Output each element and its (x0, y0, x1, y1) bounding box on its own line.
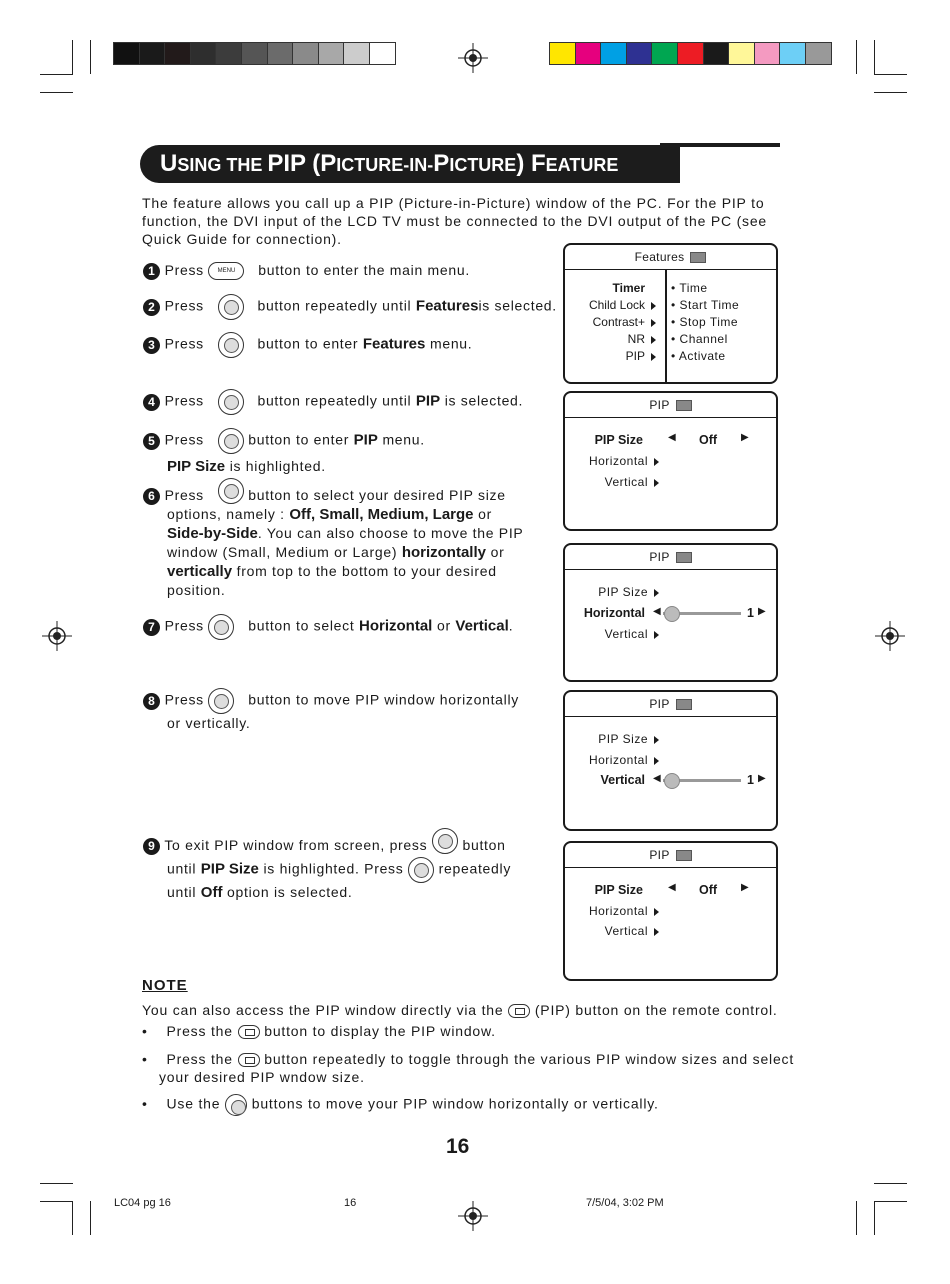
note-bullet (142, 1022, 496, 1040)
arrow-right-icon (654, 631, 659, 639)
navigation-button-icon (432, 828, 458, 854)
step-number: 8 (143, 693, 160, 710)
page-number: 16 (446, 1135, 470, 1158)
menu-item-nr: NR (589, 331, 656, 348)
step-text: button to enter the main menu. (258, 262, 470, 278)
color-swatch (292, 42, 319, 65)
bullet-icon: • (142, 1023, 162, 1039)
panel-header (565, 545, 776, 570)
registration-mark-icon (42, 621, 72, 651)
vertical-value: 1 (747, 773, 754, 787)
step-text: options, namely : (167, 505, 285, 522)
menu-item-timer: Timer (612, 281, 645, 295)
features-menu-panel (563, 243, 778, 384)
step-keyword: horizontally (401, 543, 486, 561)
menu-item-horizontal: Horizontal (589, 454, 659, 468)
step-keyword: Vertical (455, 617, 509, 635)
menu-item-pip-size: PIP Size (598, 732, 659, 746)
tv-icon (690, 252, 706, 263)
step-keyword: Off (200, 883, 223, 901)
note-text: You can also access the PIP window directly via the (142, 1002, 504, 1018)
arrow-left-icon: ◀ (668, 432, 676, 443)
menu-item-contrast: Contrast+ (589, 314, 656, 331)
arrow-right-icon: ▶ (758, 606, 766, 617)
color-swatch (805, 42, 832, 65)
step-text: To exit PIP window from screen, press (164, 837, 428, 853)
arrow-right-icon (651, 336, 656, 344)
color-swatch (190, 42, 217, 65)
step-keyword: PIP Size (167, 458, 226, 475)
registration-mark-icon (875, 621, 905, 651)
intro-line: function, the DVI input of the LCD TV must be connected to the DVI output of the PC (see (142, 213, 768, 229)
arrow-right-icon (654, 736, 659, 744)
navigation-button-icon (218, 428, 244, 454)
step-text: until (167, 883, 197, 900)
note-text: button repeatedly to toggle through the various PIP window sizes and select (264, 1051, 795, 1067)
step-text: or (436, 617, 451, 634)
step-keyword: PIP (353, 431, 378, 449)
horizontal-value: 1 (747, 606, 754, 620)
arrow-right-icon (654, 928, 659, 936)
crop-mark (874, 92, 907, 93)
navigation-button-icon (218, 294, 244, 320)
step-text: Press (164, 691, 204, 708)
note-heading: NOTE (142, 977, 188, 994)
step-number: 1 (143, 263, 160, 280)
crop-mark (72, 1201, 73, 1235)
step-text: button to enter (257, 335, 359, 352)
menu-item-horizontal: Horizontal (589, 753, 659, 767)
step-keyword: Features (362, 335, 426, 353)
color-swatch (164, 42, 191, 65)
color-swatch (575, 42, 602, 65)
features-right-column (671, 280, 739, 365)
bullet-icon: • (142, 1095, 162, 1112)
step-number: 4 (143, 394, 160, 411)
step-text: button repeatedly until (257, 392, 412, 409)
step-text: button repeatedly until (257, 297, 412, 314)
crop-mark (874, 1183, 907, 1184)
intro-paragraph (142, 194, 782, 248)
menu-item-horizontal: Horizontal (583, 606, 645, 620)
color-swatch (113, 42, 140, 65)
step-text: or (478, 505, 492, 522)
bullet-icon: • (142, 1051, 162, 1067)
submenu-item: • Stop Time (671, 315, 739, 329)
crop-mark (72, 40, 73, 74)
step-text: window (Small, Medium or Large) (167, 543, 398, 560)
note-line (142, 1001, 778, 1019)
step-text: button to move PIP window horizontally (248, 691, 519, 708)
arrow-right-icon (654, 589, 659, 597)
step-text: . You can also choose to move the PIP (257, 524, 524, 541)
navigation-button-icon (208, 614, 234, 640)
step-text: option is selected. (227, 883, 353, 900)
color-swatch (343, 42, 370, 65)
step-text: position. (167, 581, 226, 598)
panel-title: PIP (649, 848, 670, 862)
step-text: Press (164, 431, 204, 448)
color-swatch (369, 42, 396, 65)
step-text: Press (164, 297, 204, 314)
panel-header (565, 843, 776, 868)
arrow-right-icon: ▶ (758, 773, 766, 784)
step-keyword: Features (415, 297, 479, 315)
step-text: from top to the bottom to your desired (236, 562, 497, 579)
arrow-right-icon (651, 353, 656, 361)
arrow-right-icon (654, 479, 659, 487)
step-text: Press (164, 392, 204, 409)
panel-header (565, 245, 776, 270)
color-swatch (626, 42, 653, 65)
color-swatch (139, 42, 166, 65)
arrow-left-icon: ◀ (653, 606, 661, 617)
note-text: (PIP) button on the remote control. (534, 1002, 778, 1018)
step-9 (143, 836, 511, 902)
step-text: Press (164, 262, 204, 278)
panel-title: PIP (649, 398, 670, 412)
step-text: button to select (248, 617, 355, 634)
arrow-right-icon: ▶ (741, 882, 749, 893)
crop-mark (856, 1201, 857, 1235)
panel-title: PIP (649, 697, 670, 711)
step-text: Press (164, 617, 204, 634)
pip-button-icon (508, 1004, 530, 1018)
crop-mark (90, 1201, 91, 1235)
crop-mark (40, 92, 73, 93)
registration-mark-icon (458, 1201, 488, 1231)
panel-title: Features (634, 250, 685, 264)
step-text: is highlighted. Press (263, 860, 404, 877)
pip-size-value: Off (699, 883, 718, 897)
crop-mark (40, 1201, 73, 1202)
step-1 (143, 261, 470, 280)
pip-menu-panel-size (563, 391, 778, 531)
step-number: 9 (143, 838, 160, 855)
submenu-item: • Activate (671, 349, 726, 363)
crop-mark (90, 40, 91, 74)
pip-menu-panel-exit (563, 841, 778, 981)
menu-item-pip-size: PIP Size (594, 433, 643, 447)
arrow-right-icon (651, 302, 656, 310)
arrow-right-icon: ▶ (741, 432, 749, 443)
note-bullet (142, 1094, 659, 1116)
color-swatch (703, 42, 730, 65)
page-title: USING THE PIP (PICTURE-IN-PICTURE) FEATURE (160, 150, 619, 177)
step-keyword: Off, Small, Medium, Large (289, 505, 474, 523)
note-text: Use the (166, 1095, 221, 1112)
navigation-button-icon (218, 389, 244, 415)
crop-mark (874, 74, 907, 75)
step-number: 7 (143, 619, 160, 636)
tv-icon (676, 552, 692, 563)
note-text: buttons to move your PIP window horizontally or vertically. (251, 1095, 659, 1112)
step-text: repeatedly (438, 860, 512, 877)
navigation-button-icon (408, 857, 434, 883)
tv-icon (676, 850, 692, 861)
step-text: is selected. (478, 297, 557, 314)
crop-mark (856, 40, 857, 74)
note-text: button to display the PIP window. (264, 1023, 496, 1039)
step-text: or (490, 543, 505, 560)
step-number: 3 (143, 337, 160, 354)
crop-mark (40, 1183, 73, 1184)
step-6 (143, 486, 523, 599)
step-number: 2 (143, 299, 160, 316)
color-swatch (677, 42, 704, 65)
menu-item-pip-size: PIP Size (598, 585, 659, 599)
panel-header (565, 393, 776, 418)
arrow-right-icon (654, 757, 659, 765)
note-text: Press the (166, 1051, 233, 1067)
step-text: is selected. (444, 392, 524, 409)
color-swatch (215, 42, 242, 65)
pip-button-icon (238, 1053, 260, 1067)
panel-header (565, 692, 776, 717)
pip-menu-panel-vertical (563, 690, 778, 831)
pip-size-value: Off (699, 433, 718, 447)
pip-menu-panel-horizontal (563, 543, 778, 682)
step-text: button (462, 837, 506, 853)
step-8 (143, 688, 519, 732)
footer-center: 16 (344, 1197, 357, 1209)
menu-item-vertical: Vertical (600, 773, 645, 787)
step-number: 5 (143, 433, 160, 450)
crop-mark (874, 1201, 875, 1235)
menu-item-horizontal: Horizontal (589, 904, 659, 918)
menu-item-vertical: Vertical (605, 924, 659, 938)
step-text: or vertically. (167, 715, 251, 731)
crop-mark (874, 1201, 907, 1202)
tv-icon (676, 699, 692, 710)
color-swatch (600, 42, 627, 65)
title-rule (660, 143, 780, 147)
step-text: menu. (429, 335, 473, 352)
arrow-right-icon (654, 908, 659, 916)
menu-item-vertical: Vertical (605, 627, 659, 641)
navigation-button-icon (218, 478, 244, 504)
submenu-item: • Start Time (671, 298, 740, 312)
color-swatch (267, 42, 294, 65)
slider-knob (664, 773, 680, 789)
step-3 (143, 332, 472, 358)
step-keyword: Side-by-Side (167, 524, 258, 542)
color-swatch (728, 42, 755, 65)
color-swatch (651, 42, 678, 65)
pip-button-icon (238, 1025, 260, 1039)
intro-line: Quick Guide for connection). (142, 231, 342, 247)
color-swatch (549, 42, 576, 65)
note-text: your desired PIP wndow size. (159, 1069, 365, 1085)
step-text: Press (164, 487, 204, 503)
arrow-left-icon: ◀ (653, 773, 661, 784)
footer-right: 7/5/04, 3:02 PM (586, 1197, 664, 1209)
step-keyword: PIP (415, 392, 441, 410)
note-text: Press the (166, 1023, 233, 1039)
arrow-right-icon (654, 458, 659, 466)
panel-title: PIP (649, 550, 670, 564)
step-2 (143, 294, 557, 320)
footer-left: LC04 pg 16 (114, 1197, 171, 1209)
step-text: until (167, 860, 197, 877)
crop-mark (40, 74, 73, 75)
navigation-button-icon (225, 1094, 247, 1116)
navigation-button-icon (208, 688, 234, 714)
step-text: button to select your desired PIP size (248, 487, 506, 503)
menu-item-child-lock: Child Lock (589, 297, 656, 314)
color-swatch (754, 42, 781, 65)
color-swatch (241, 42, 268, 65)
menu-item-pip: PIP (589, 348, 656, 365)
menu-button-icon: MENU (208, 262, 244, 280)
step-keyword: vertically (167, 562, 233, 580)
step-text: Press (164, 335, 204, 352)
step-keyword: Horizontal (359, 617, 433, 635)
step-number: 6 (143, 488, 160, 505)
step-text: is highlighted. (229, 458, 326, 474)
step-text: button to enter (248, 431, 350, 448)
step-7 (143, 614, 513, 640)
features-left-column (589, 280, 656, 365)
arrow-left-icon: ◀ (668, 882, 676, 893)
menu-item-pip-size: PIP Size (594, 883, 643, 897)
menu-item-vertical: Vertical (605, 475, 659, 489)
submenu-item: • Time (671, 281, 708, 295)
step-text: . (508, 617, 514, 634)
step-5 (143, 428, 425, 476)
navigation-button-icon (218, 332, 244, 358)
intro-line: The feature allows you call up a PIP (Picture-in-Picture) window of the PC. For the PIP to (142, 195, 765, 211)
color-swatch (318, 42, 345, 65)
registration-mark-icon (458, 43, 488, 73)
arrow-right-icon (651, 319, 656, 327)
step-4 (143, 389, 523, 415)
crop-mark (874, 40, 875, 74)
submenu-item: • Channel (671, 332, 728, 346)
note-bullet (142, 1050, 794, 1086)
panel-divider (665, 270, 667, 382)
slider-knob (664, 606, 680, 622)
color-swatch (779, 42, 806, 65)
tv-icon (676, 400, 692, 411)
step-text: menu. (382, 431, 425, 448)
step-keyword: PIP Size (200, 860, 259, 878)
